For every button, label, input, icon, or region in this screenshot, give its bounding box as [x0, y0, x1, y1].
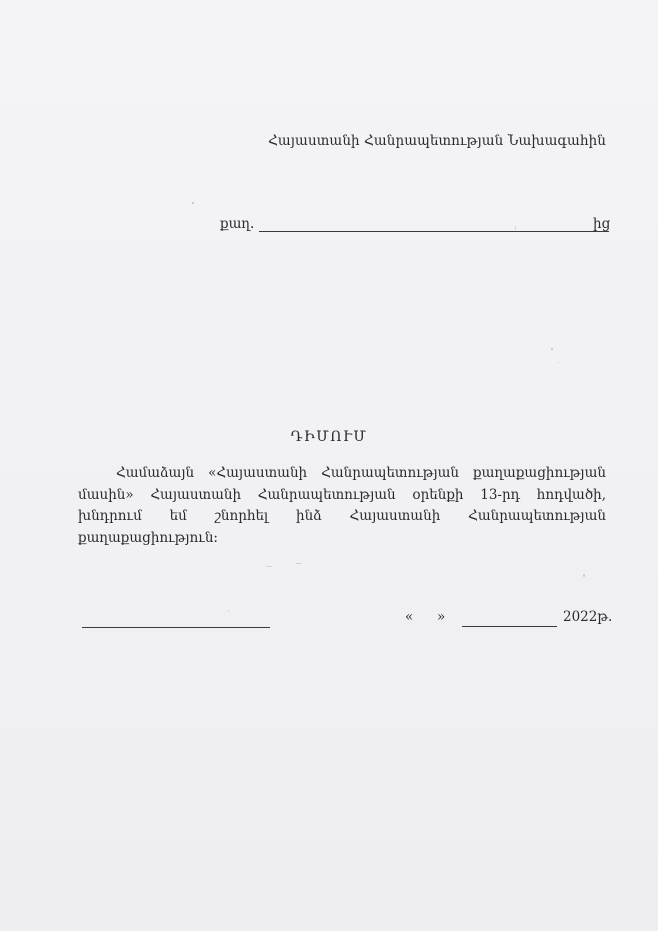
date-day-quote-open: « [405, 609, 414, 625]
date-year: 2022թ. [563, 609, 613, 625]
paper-speck [266, 566, 272, 567]
paper-speck [228, 610, 229, 612]
date-line [405, 609, 615, 631]
addressee-line: Հայաստանի Հանրապետության Նախագահին [268, 133, 606, 149]
signature-blank [82, 627, 270, 628]
applicant-name-blank [259, 231, 609, 232]
from-suffix: ից [593, 216, 611, 232]
citizen-prefix: քաղ. [220, 216, 255, 232]
paper-speck [551, 348, 553, 350]
document-title: ԴԻՄՈՒՄ [290, 429, 368, 445]
paper-speck [515, 226, 516, 230]
application-body: Համաձայն «Հայաստանի Հանրապետության քաղաքացիության մասին» Հայաստանի Հանրապետության օրենքի 13-րդ հոդվածի, խնդրում եմ շնորհել ինձ Հայաստանի Հանրապետության քաղաքացիություն: [78, 465, 606, 546]
paper-speck [583, 574, 585, 577]
applicant-from-line [220, 214, 612, 236]
paper-speck [558, 362, 559, 363]
date-month-blank [462, 626, 557, 627]
paper-speck [192, 202, 194, 204]
paper-speck [296, 563, 301, 564]
date-day-quote-close: » [437, 609, 446, 625]
